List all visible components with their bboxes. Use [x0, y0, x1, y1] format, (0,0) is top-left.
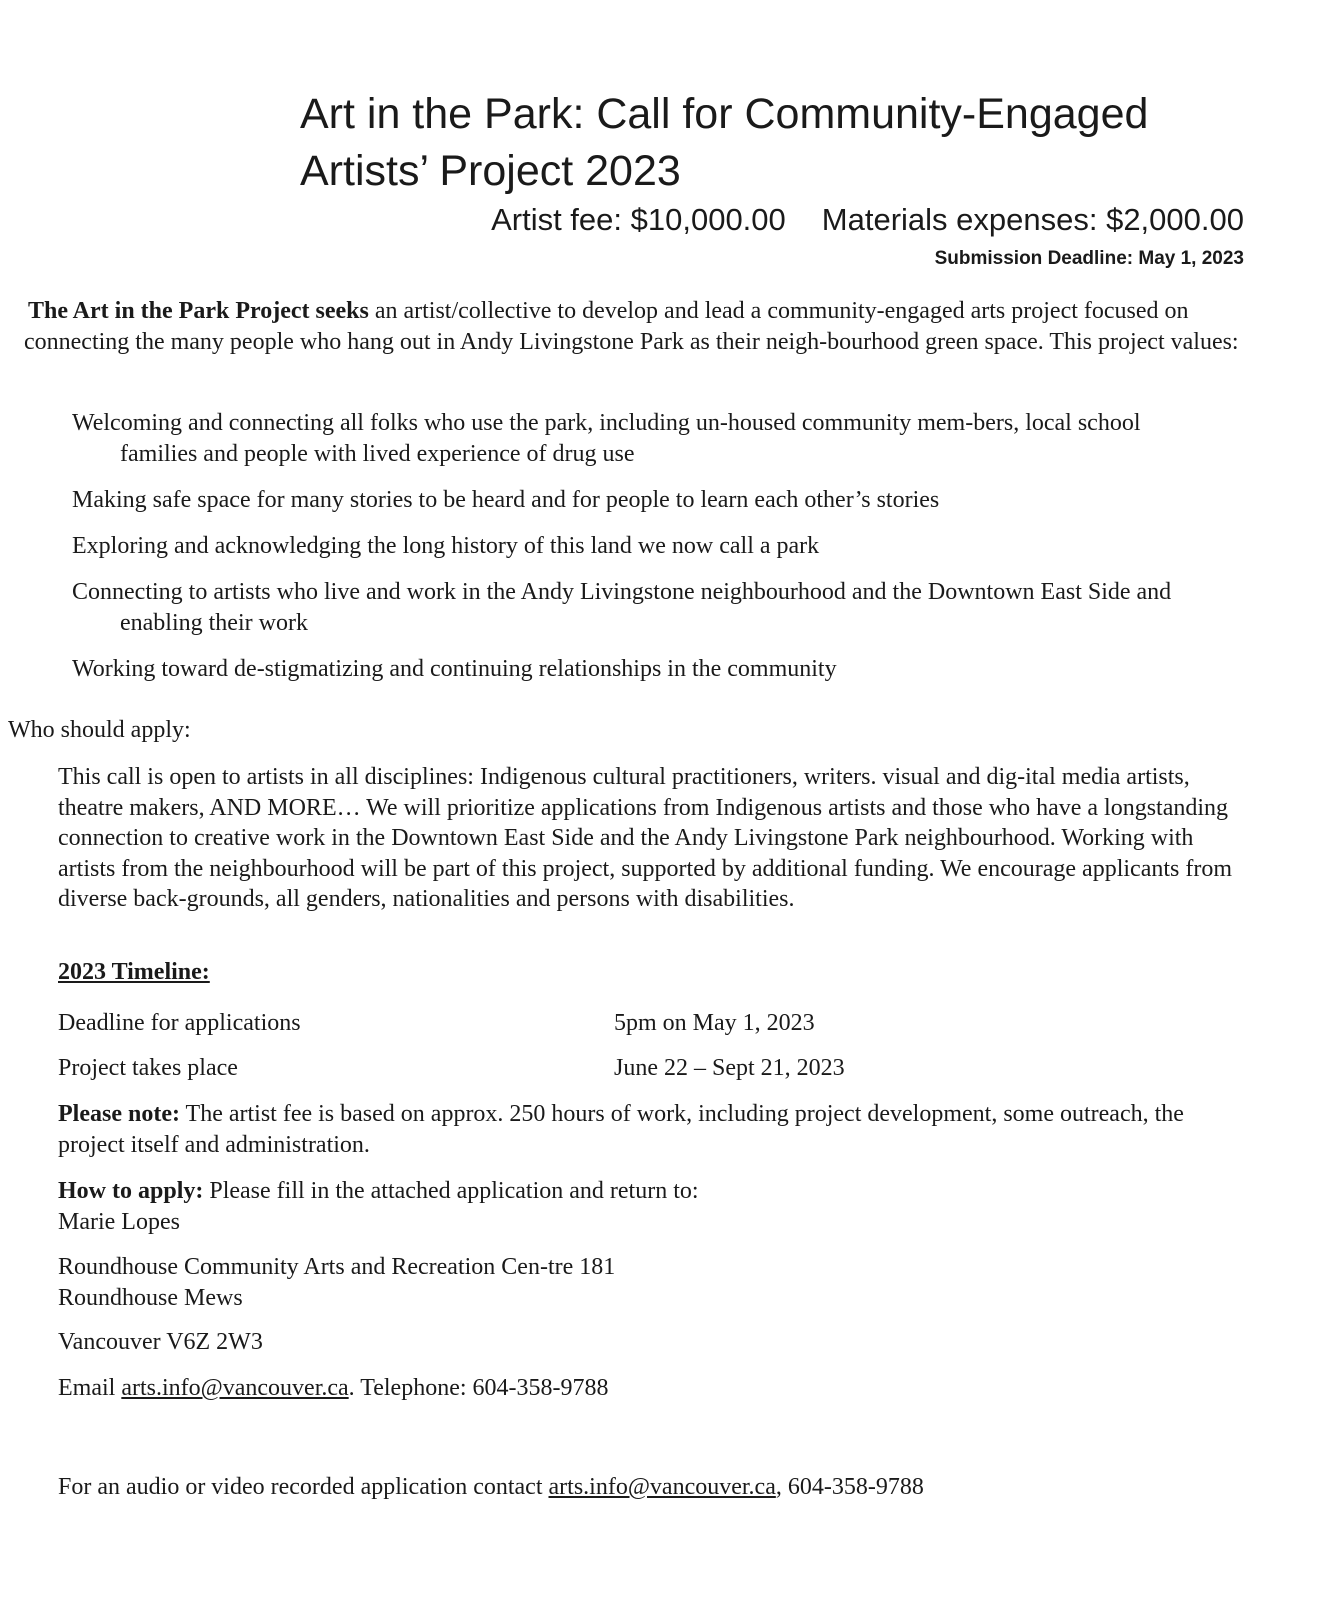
project-values-list [72, 408, 1192, 700]
submission-deadline: Submission Deadline: May 1, 2023 [934, 248, 1244, 269]
list-item: Welcoming and connecting all folks who use the park, including un-housed community mem-bers, local school families and people with lived experience of drug use [72, 410, 1141, 467]
address-line-1: Roundhouse Community Arts and Recreation Cen-tre 181 Roundhouse Mews [58, 1254, 616, 1311]
intro-lead: The Art in the Park Project seeks [28, 298, 369, 324]
list-item: Working toward de-stigmatizing and continuing relationships in the community [72, 656, 837, 682]
who-should-apply-body: This call is open to artists in all disciplines: Indigenous cultural practitioners, writers. visual and dig-ital media artists, theatre makers, AND MORE… We will prioritize applications from Indigenous artists and those who have a longstanding connection to creative work in the Downtown East Side and the Andy Livingstone Park neighbourhood. Working with artists from the neighbourhood will be part of this project, supported by additional funding. We encourage applicants from diverse back-grounds, all genders, nationalities and persons with disabilities. [58, 764, 1233, 912]
intro-text: an artist/collective to develop and lead a community-engaged arts project focused on connecting the many people who hang out in Andy Livingstone Park as their neigh-bourhood green space. This project values: [24, 298, 1239, 355]
contact-line [58, 1373, 609, 1404]
footer-phone: , 604-358-9788 [775, 1474, 924, 1500]
email-link[interactable]: arts.info@vancouver.ca [121, 1375, 349, 1401]
note-text: The artist fee is based on approx. 250 hours of work, including project development, some outreach, the project itself and administration. [58, 1101, 1184, 1158]
page-title: Art in the Park: Call for Community-Engaged Artists’ Project 2023 [300, 90, 1149, 195]
note-lead: Please note: [58, 1101, 180, 1127]
timeline-value: 5pm on May 1, 2023 [614, 1010, 815, 1036]
timeline-label: Deadline for applications [58, 1010, 301, 1036]
please-note [58, 1099, 1242, 1161]
telephone-text: . Telephone: 604-358-9788 [348, 1375, 609, 1401]
howto-text: Please fill in the attached application and return to: [203, 1178, 699, 1204]
address-line-2: Vancouver V6Z 2W3 [58, 1329, 263, 1355]
how-to-apply [58, 1176, 1242, 1238]
footer-contact [58, 1472, 924, 1503]
contact-name: Marie Lopes [58, 1209, 180, 1235]
fee-line [300, 201, 1244, 239]
artist-fee: Artist fee: $10,000.00 [491, 202, 786, 237]
materials-expenses: Materials expenses: $2,000.00 [821, 202, 1244, 237]
list-item: Making safe space for many stories to be heard and for people to learn each other’s stories [72, 487, 940, 513]
howto-lead: How to apply: [58, 1178, 204, 1204]
timeline-value: June 22 – Sept 21, 2023 [614, 1055, 845, 1081]
timeline-label: Project takes place [58, 1055, 238, 1081]
email-label: Email [58, 1375, 122, 1401]
list-item: Exploring and acknowledging the long history of this land we now call a park [72, 533, 820, 559]
list-item: Connecting to artists who live and work in the Andy Livingstone neighbourhood and the Downtown East Side and enabling their work [72, 579, 1172, 636]
footer-text: For an audio or video recorded application contact [58, 1474, 549, 1500]
footer-email-link[interactable]: arts.info@vancouver.ca [548, 1474, 776, 1500]
timeline-heading: 2023 Timeline: [58, 959, 210, 985]
intro-paragraph [24, 296, 1244, 358]
who-should-apply-heading: Who should apply: [8, 717, 191, 743]
